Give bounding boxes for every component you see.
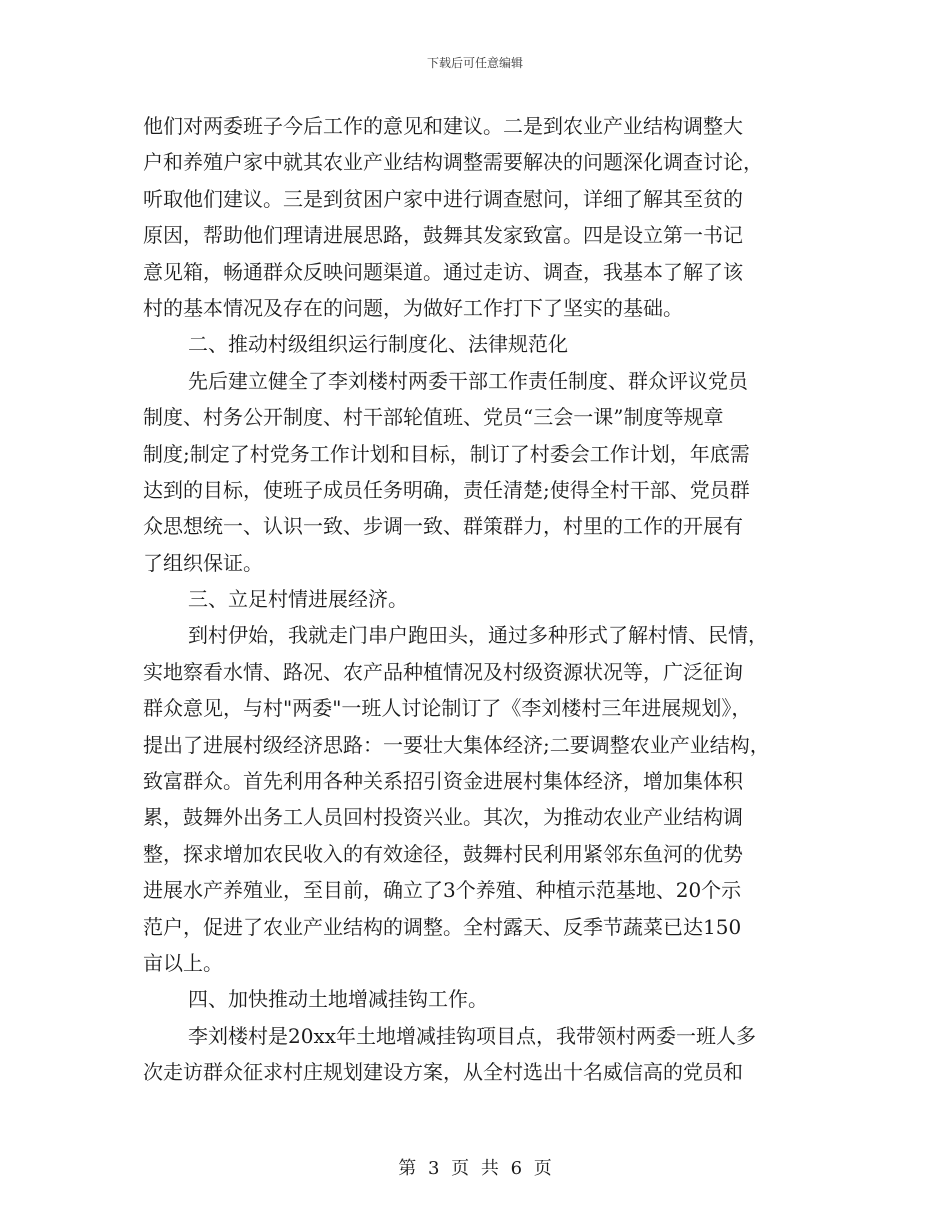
text-line: 进展水产养殖业，至目前，确立了3个养殖、种植示范基地、20个示 — [143, 878, 742, 903]
text-line: 达到的目标，使班子成员任务明确，责任清楚;使得全村干部、党员群 — [143, 477, 750, 502]
text-line: 听取他们建议。三是到贫困户家中进行调查慰问，详细了解其至贫的 — [143, 186, 743, 211]
text-line: 累，鼓舞外出务工人员回村投资兴业。其次，为推动农业产业结构调 — [143, 805, 743, 830]
text-line: 提出了进展村级经济思路：一要壮大集体经济;二要调整农业产业结构， — [143, 732, 770, 757]
text-line: 他们对两委班子今后工作的意见和建议。二是到农业产业结构调整大 — [143, 114, 743, 138]
text-line: 范户，促进了农业产业结构的调整。全村露天、反季节蔬菜已达150 — [143, 914, 742, 939]
text-line: 到村伊始，我就走门串户跑田头，通过多种形式了解村情、民情， — [188, 623, 768, 648]
text-line: 制度、村务公开制度、村干部轮值班、党员“三会一课”制度等规章 — [143, 405, 724, 430]
text-line: 四、加快推动土地增减挂钩工作。 — [188, 987, 488, 1012]
text-line: 二、推动村级组织运行制度化、法律规范化 — [188, 332, 568, 357]
text-line: 先后建立健全了李刘楼村两委干部工作责任制度、群众评议党员 — [188, 368, 748, 393]
text-line: 了组织保证。 — [143, 550, 263, 575]
text-line: 村的基本情况及存在的问题，为做好工作打下了坚实的基础。 — [143, 295, 683, 320]
text-line: 实地察看水情、路况、农产品种植情况及村级资源状况等，广泛征询 — [143, 659, 743, 684]
text-line: 次走访群众征求村庄规划建设方案，从全村选出十名威信高的党员和 — [143, 1060, 743, 1085]
text-line: 意见箱，畅通群众反映问题渠道。通过走访、调查，我基本了解了该 — [143, 259, 743, 284]
page-header: 下载后可任意编辑 — [426, 56, 523, 70]
text-line: 户和养殖户家中就其农业产业结构调整需要解决的问题深化调查讨论， — [143, 150, 763, 175]
page-footer: 第 3 页 共 6 页 — [398, 1158, 552, 1179]
text-line: 群众意见，与村"两委"一班人讨论制订了《李刘楼村三年进展规划》， — [143, 696, 752, 721]
body-text — [143, 108, 819, 1091]
text-line: 众思想统一、认识一致、步调一致、群策群力，村里的工作的开展有 — [143, 514, 743, 539]
text-line: 原因，帮助他们理请进展思路，鼓舞其发家致富。四是设立第一书记 — [143, 223, 743, 248]
text-line: 李刘楼村是20xx年土地增减挂钩项目点，我带领村两委一班人多 — [188, 1023, 757, 1048]
text-line: 制度;制定了村党务工作计划和目标，制订了村委会工作计划，年底需 — [143, 441, 750, 466]
text-line: 致富群众。首先利用各种关系招引资金进展村集体经济，增加集体积 — [143, 769, 743, 794]
text-line: 三、立足村情进展经济。 — [188, 587, 408, 612]
text-line: 整，探求增加农民收入的有效途径，鼓舞村民利用紧邻东鱼河的优势 — [143, 841, 743, 866]
text-line: 亩以上。 — [143, 950, 223, 975]
